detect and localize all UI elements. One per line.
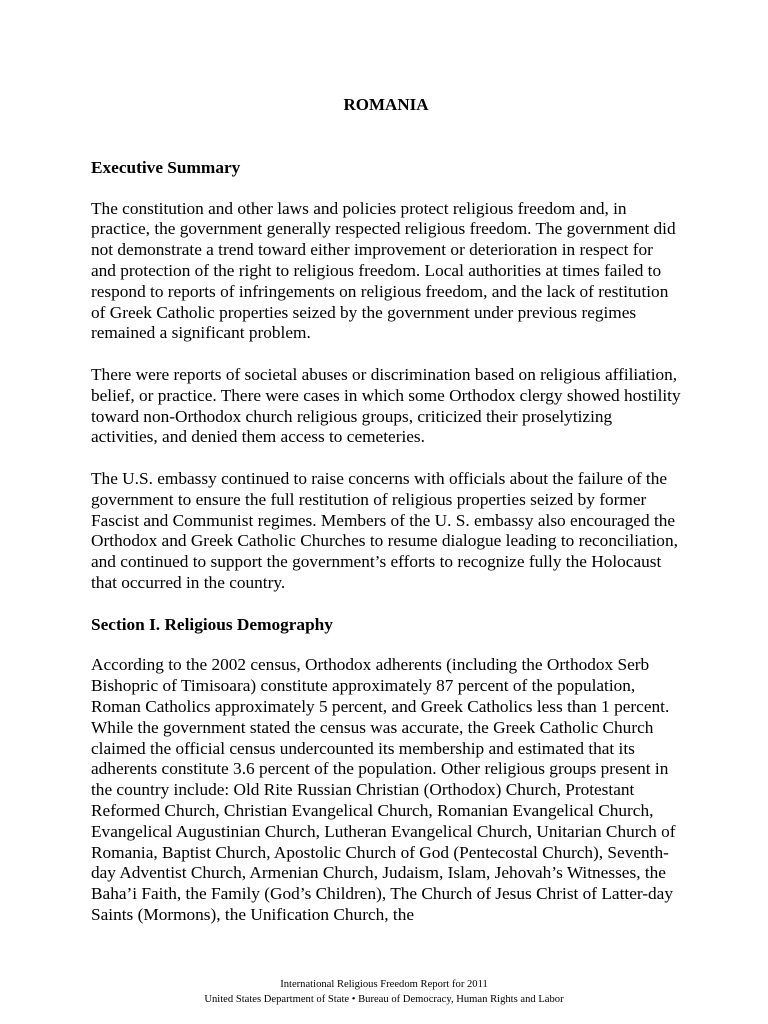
page-content (91, 95, 681, 926)
paragraph: According to the 2002 census, Orthodox adherents (including the Orthodox Serb Bishopric of Timisoara) constitute approximately 87 percent of the population, Roman Catholics approximately 5 percent, and Greek Catholics less than 1 percent. While the government stated the census was accurate, the Greek Catholic Church claimed the official census undercounted its membership and estimated that its adherents constitute 3.6 percent of the population. Other religious groups present in the country include: Old Rite Russian Christian (Orthodox) Church, Protestant Reformed Church, Christian Evangelical Church, Romanian Evangelical Church, Evangelical Augustinian Church, Lutheran Evangelical Church, Unitarian Church of Romania, Baptist Church, Apostolic Church of God (Pentecostal Church), Seventh-day Adventist Church, Armenian Church, Judaism, Islam, Jehovah’s Witnesses, the Baha’i Faith, the Family (God’s Children), The Church of Jesus Christ of Latter-day Saints (Mormons), the Unification Church, the (91, 655, 676, 924)
page-footer (0, 977, 768, 1007)
section-heading-executive-summary: Executive Summary (91, 157, 241, 177)
footer-report-title: International Religious Freedom Report for 2011 (280, 979, 488, 990)
paragraph: There were reports of societal abuses or discrimination based on religious affiliation, belief, or practice. There were cases in which some Orthodox clergy showed hostility toward non-Orthodox church religious groups, criticized their proselytizing activities, and denied them access to cemeteries. (91, 364, 681, 447)
paragraph: The constitution and other laws and policies protect religious freedom and, in practice, the government generally respected religious freedom. The government did not demonstrate a trend toward either improvement or deterioration in respect for and protection of the right to religious freedom. Local authorities at times failed to respond to reports of infringements on religious freedom, and the lack of restitution of Greek Catholic properties seized by the government under previous regimes remained a significant problem. (91, 198, 676, 343)
section-heading-religious-demography: Section I. Religious Demography (91, 614, 333, 634)
paragraph: The U.S. embassy continued to raise concerns with officials about the failure of the government to ensure the full restitution of religious properties seized by former Fascist and Communist regimes. Members of the U. S. embassy also encouraged the Orthodox and Greek Catholic Churches to resume dialogue leading to reconciliation, and continued to support the government’s efforts to recognize fully the Holocaust that occurred in the country. (91, 468, 678, 592)
document-title: ROMANIA (343, 95, 429, 114)
footer-department: United States Department of State • Bureau of Democracy, Human Rights and Labor (204, 994, 564, 1005)
